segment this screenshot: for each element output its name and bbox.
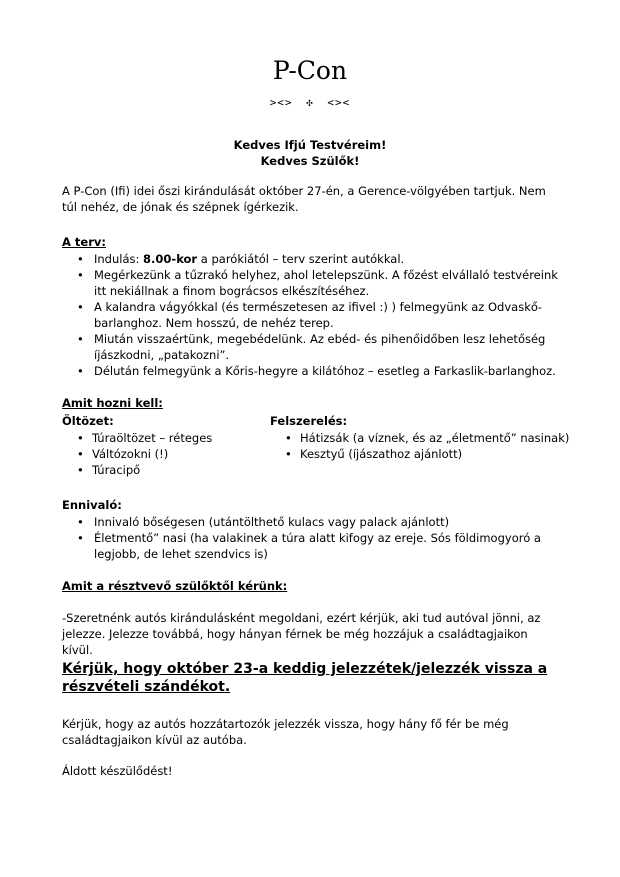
food-item: • Innivaló bőségesen (utántölthető kulacs vagy palack ajánlott) xyxy=(62,514,562,530)
clothing-list xyxy=(62,430,262,478)
parents-heading: Amit a résztvevő szülőktől kérünk: xyxy=(62,579,288,593)
clothing-item: • Túraöltözet – réteges xyxy=(62,430,262,446)
plan-item: • A kalandra vágyókkal (és természetesen az ifivel :) ) felmegyünk az Odvaskő-barlanghoz. Nem hosszú, de nehéz terep. xyxy=(62,299,562,331)
food-section xyxy=(62,497,562,562)
ichthys-ornament: ><> ✣ <>< xyxy=(269,96,351,109)
plan-list xyxy=(62,251,562,379)
equipment-item: • Kesztyű (íjászathoz ajánlott) xyxy=(270,446,570,462)
plan-item: • Miután visszaértünk, megebédelünk. Az ebéd- és pihenőidőben lesz lehetőség íjászkodni, „patakozni”. xyxy=(62,331,562,363)
plan-heading: A terv: xyxy=(62,235,106,249)
plan-item: • Megérkezünk a tűzrakó helyhez, ahol letelepszünk. A főzést elvállaló testvéreink itt nekiállnak a finom bográcsos elkészítéséhez. xyxy=(62,267,562,299)
clothing-title: Öltözet: xyxy=(62,414,114,428)
closing-block xyxy=(62,763,562,779)
equipment-section xyxy=(270,413,570,462)
clothing-section xyxy=(62,413,262,478)
plan-section xyxy=(62,234,562,379)
bring-heading: Amit hozni kell: xyxy=(62,396,163,410)
car-note-paragraph: Kérjük, hogy az autós hozzátartozók jelezzék vissza, hogy hány fő fér be még családtagjaikon kívül az autóba. xyxy=(62,717,509,747)
car-note-block xyxy=(62,716,562,748)
intro-block xyxy=(62,183,562,215)
greeting-line-2: Kedves Szülők! xyxy=(260,154,360,168)
logo-title: P-Con xyxy=(272,56,348,85)
equipment-title: Felszerelés: xyxy=(270,414,348,428)
food-item: • Életmentő” nasi (ha valakinek a túra alatt kifogy az ereje. Sós földimogyoró a legjobb, de lehet szendvics is) xyxy=(62,530,562,562)
greeting xyxy=(0,137,620,169)
equipment-item: • Hátizsák (a víznek, és az „életmentő” nasinak) xyxy=(270,430,570,446)
deadline-notice: Kérjük, hogy október 23-a keddig jelezzétek/jelezzék vissza a részvételi szándékot. xyxy=(62,661,548,695)
parents-section xyxy=(62,578,562,594)
plan-item: • Délután felmegyünk a Kőris-hegyre a kilátóhoz – esetleg a Farkaslik-barlanghoz. xyxy=(62,363,562,379)
greeting-line-1: Kedves Ifjú Testvéreim! xyxy=(233,138,387,152)
clothing-item: • Túracipő xyxy=(62,462,262,478)
food-list xyxy=(62,514,562,562)
clothing-item: • Váltózokni (!) xyxy=(62,446,262,462)
parents-paragraph: -Szeretnénk autós kirándulásként megoldani, ezért kérjük, aki tud autóval jönni, az jelezze. Jelezze továbbá, hogy hányan férnek be még hozzájuk a családtagjaikon kívül. xyxy=(62,611,541,657)
food-title: Ennivaló: xyxy=(62,498,122,512)
closing-line: Áldott készülődést! xyxy=(62,764,173,778)
parents-text-block xyxy=(62,610,562,658)
intro-paragraph: A P-Con (Ifi) idei őszi kirándulását október 27-én, a Gerence-völgyében tartjuk. Nem túl nehéz, de jónak és szépnek ígérkezik. xyxy=(62,184,546,214)
plan-item: • Indulás: 8.00-kor a parókiától – terv szerint autókkal. xyxy=(62,251,562,267)
equipment-list xyxy=(270,430,570,462)
bring-heading-block xyxy=(62,395,562,411)
